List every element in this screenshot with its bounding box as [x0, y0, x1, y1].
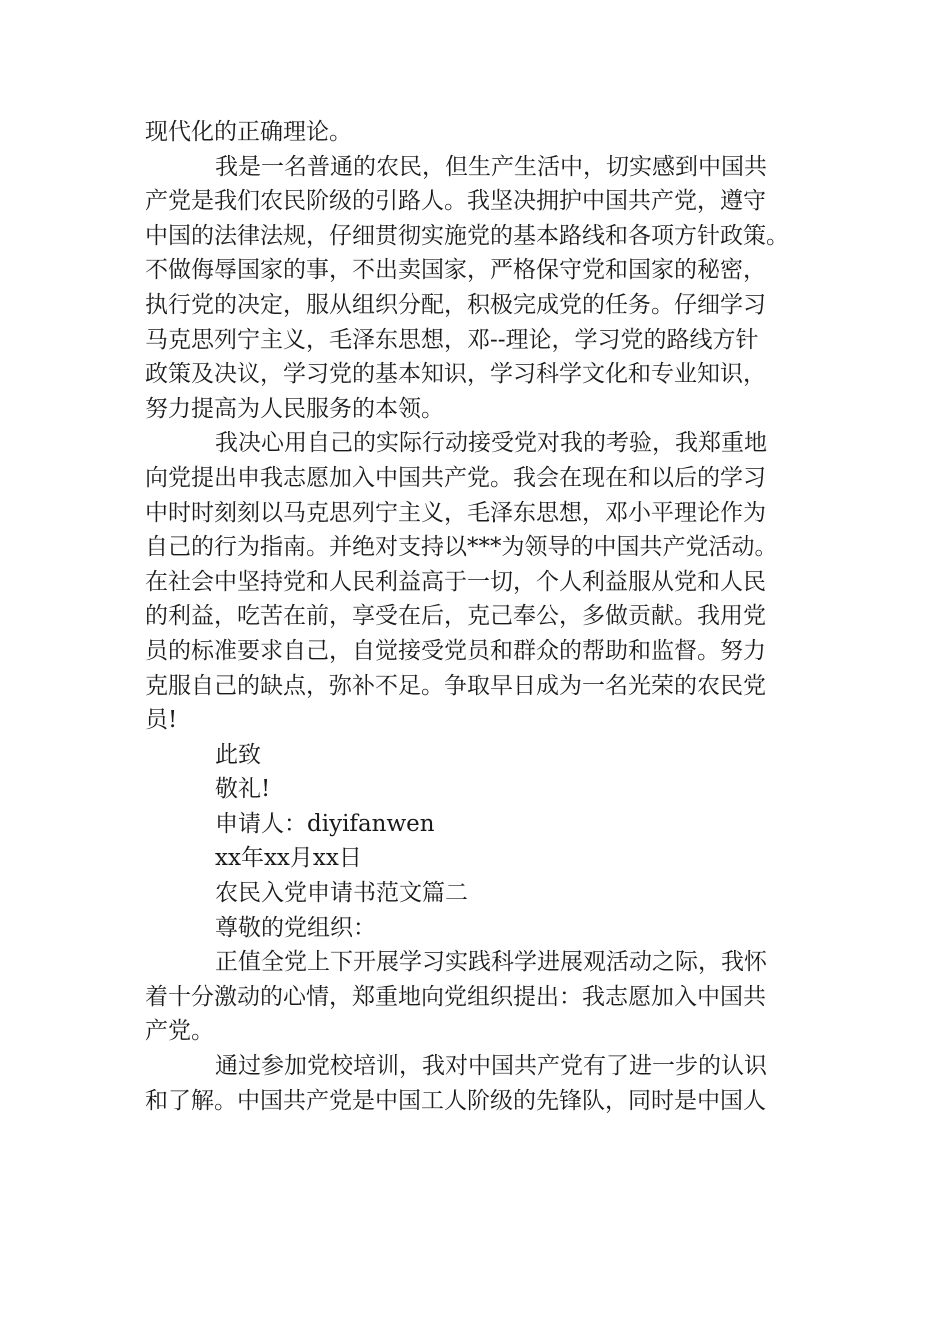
text-line: 产党。 — [145, 1018, 214, 1045]
text-line: 产党是我们农民阶级的引路人。我坚决拥护中国共产党，遵守 — [145, 188, 766, 215]
applicant-signature: 申请人：diyifanwen — [215, 810, 435, 837]
text-line: 员的标准要求自己，自觉接受党员和群众的帮助和监督。努力 — [145, 637, 766, 664]
text-line: 现代化的正确理论。 — [145, 119, 352, 145]
text-line: 着十分激动的心情，郑重地向党组织提出：我志愿加入中国共 — [145, 983, 766, 1010]
section-title: 农民入党申请书范文篇二 — [215, 880, 468, 907]
text-line: 自己的行为指南。并绝对支持以***为领导的中国共产党活动。 — [145, 534, 778, 561]
text-line: 克服自己的缺点，弥补不足。争取早日成为一名光荣的农民党 — [145, 672, 766, 699]
text-line: 中时时刻刻以马克思列宁主义，毛泽东思想，邓小平理论作为 — [145, 499, 766, 526]
text-line: 和了解。中国共产党是中国工人阶级的先锋队，同时是中国人 — [145, 1087, 766, 1114]
text-line: 的利益，吃苦在前，享受在后，克己奉公，多做贡献。我用党 — [145, 603, 766, 630]
text-line: 向党提出申我志愿加入中国共产党。我会在现在和以后的学习 — [145, 464, 766, 491]
text-line: 努力提高为人民服务的本领。 — [145, 395, 444, 422]
text-line: 马克思列宁主义，毛泽东思想，邓--理论，学习党的路线方针 — [145, 326, 759, 353]
text-line: 执行党的决定，服从组织分配，积极完成党的任务。仔细学习 — [145, 291, 766, 318]
greeting: 尊敬的党组织： — [215, 914, 376, 941]
text-line: 政策及决议，学习党的基本知识，学习科学文化和专业知识， — [145, 361, 766, 388]
document-body — [145, 115, 825, 1118]
text-line: 不做侮辱国家的事，不出卖国家，严格保守党和国家的秘密， — [145, 257, 766, 284]
date-line: xx年xx月xx日 — [215, 845, 362, 872]
closing-salutation: 此致 — [215, 741, 261, 768]
text-line: 在社会中坚持党和人民利益高于一切，个人利益服从党和人民 — [145, 568, 766, 595]
text-line: 员! — [145, 707, 178, 734]
text-line: 我决心用自己的实际行动接受党对我的考验，我郑重地 — [215, 430, 767, 457]
closing-regards: 敬礼! — [215, 776, 271, 803]
text-line: 正值全党上下开展学习实践科学进展观活动之际，我怀 — [215, 949, 767, 976]
text-line: 我是一名普通的农民，但生产生活中，切实感到中国共 — [215, 153, 767, 180]
text-line: 通过参加党校培训，我对中国共产党有了进一步的认识 — [215, 1053, 767, 1080]
text-line: 中国的法律法规，仔细贯彻实施党的基本路线和各项方针政策。 — [145, 222, 789, 249]
